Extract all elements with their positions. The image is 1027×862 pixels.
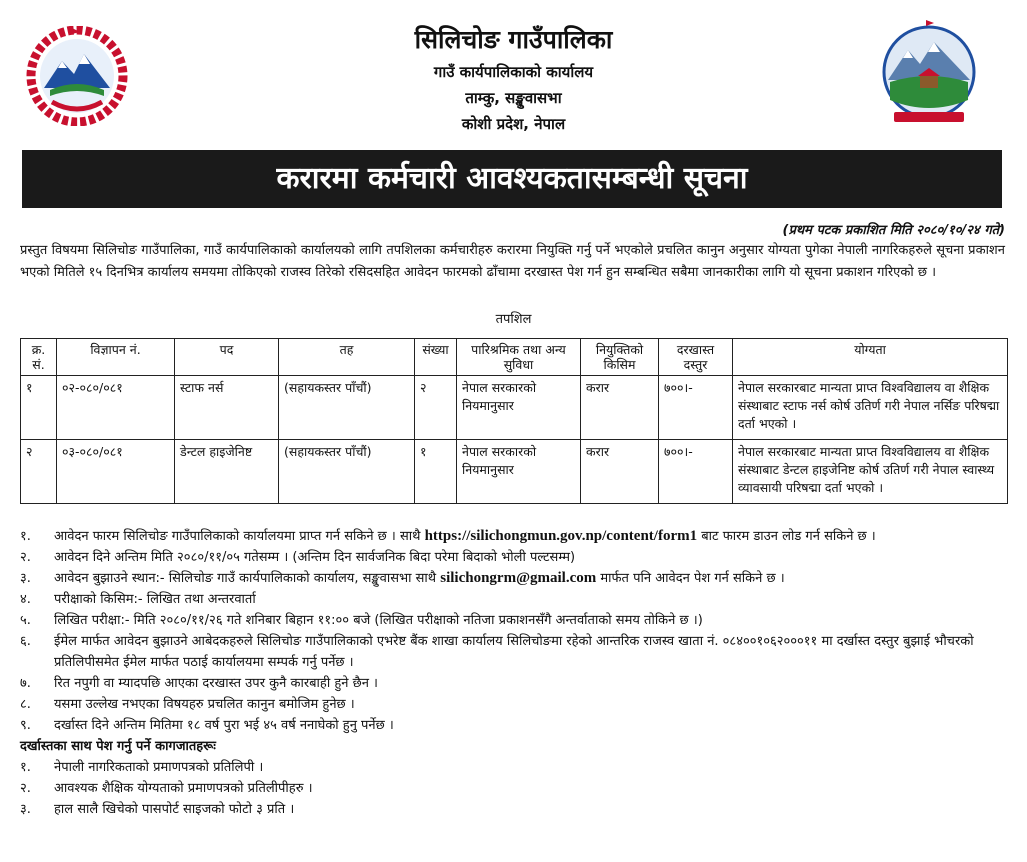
cell-serial: २ xyxy=(21,440,57,504)
header-serial: क्र. सं. xyxy=(21,339,57,376)
item-text: आवेदन दिने अन्तिम मिति २०८०/११/०५ गतेसम्म । (अन्तिम दिन सार्वजनिक बिदा परेमा बिदाको भोली पल्टसम्म) xyxy=(54,550,576,565)
cell-post: डेन्टल हाइजेनिष्ट xyxy=(175,440,279,504)
cell-qualification: नेपाल सरकारबाट मान्यता प्राप्त विश्वविद्यालय वा शैक्षिक संस्थाबाट स्टाफ नर्स कोर्ष उतिर्ण गरी नेपाल नर्सिङ परिषद्मा दर्ता भएको । xyxy=(733,376,1008,440)
header-post: पद xyxy=(175,339,279,376)
item-text: परीक्षाको किसिम:- लिखित तथा अन्तरवार्ता xyxy=(54,592,256,607)
cell-ad-no: ०३-०८०/०८१ xyxy=(57,440,175,504)
item-number: ५. xyxy=(20,613,31,628)
list-item xyxy=(20,589,1008,610)
item-text-part: बाट फारम डाउन लोड गर्न सकिने छ । xyxy=(697,529,876,544)
item-text: नेपाली नागरिकताको प्रमाणपत्रको प्रतिलिपी । xyxy=(54,760,264,775)
cell-count: १ xyxy=(415,440,457,504)
notice-terms-list xyxy=(20,526,1008,820)
table-caption: तपशिल xyxy=(495,312,532,327)
item-text: आवश्यक शैक्षिक योग्यताको प्रमाणपत्रको प्रतिलीपीहरु । xyxy=(54,781,313,796)
item-text: हाल सालै खिचेको पासपोर्ट साइजको फोटो ३ प्रति । xyxy=(54,802,295,817)
list-item xyxy=(20,631,1008,673)
cell-fee: ७००।- xyxy=(659,376,733,440)
municipality-logo-icon xyxy=(880,20,978,132)
list-item xyxy=(20,799,1008,820)
item-text-part: मार्फत पनि आवेदन पेश गर्न सकिने छ । xyxy=(596,571,785,586)
item-text-part: आवेदन बुझाउने स्थान:- सिलिचोङ गाउँ कार्यपालिकाको कार्यालय, सङ्खुवासभा साथै xyxy=(54,571,441,586)
table-row xyxy=(21,440,1008,504)
cell-count: २ xyxy=(415,376,457,440)
list-item xyxy=(20,694,1008,715)
item-number: २. xyxy=(20,550,31,565)
documents-heading: दर्खास्तका साथ पेश गर्नु पर्ने कागजातहरूः xyxy=(20,739,216,754)
cell-level: (सहायकस्तर पाँचौं) xyxy=(279,440,415,504)
item-number: ३. xyxy=(20,802,31,817)
cell-qualification: नेपाल सरकारबाट मान्यता प्राप्त विश्वविद्यालय वा शैक्षिक संस्थाबाट डेन्टल हाइजेनिष्ट कोर्ष उतिर्ण गरी नेपाल स्वास्थ्य व्यावसायी परिषद्मा दर्ता भएको । xyxy=(733,440,1008,504)
cell-level: (सहायकस्तर पाँचौं) xyxy=(279,376,415,440)
form-download-link[interactable]: https://silichongmun.gov.np/content/form1 xyxy=(424,528,698,544)
cell-ad-no: ०२-०८०/०८१ xyxy=(57,376,175,440)
header-fee: दरखास्त दस्तुर xyxy=(659,339,733,376)
item-text xyxy=(54,568,1008,589)
cell-appointment-type: करार xyxy=(581,376,659,440)
notice-title-banner: करारमा कर्मचारी आवश्यकतासम्बन्धी सूचना xyxy=(22,150,1002,208)
list-item xyxy=(20,715,1008,736)
list-item xyxy=(20,778,1008,799)
item-number: १. xyxy=(20,760,31,775)
item-text: लिखित परीक्षा:- मिति २०८०/११/२६ गते शनिबार बिहान ११:०० बजे (लिखित परीक्षाको नतिजा प्रकाशनसँगै अन्तर्वाताको समय तोकिने छ ।) xyxy=(54,613,703,628)
cell-fee: ७००।- xyxy=(659,440,733,504)
item-number: ६. xyxy=(20,634,31,649)
letterhead xyxy=(0,0,1027,140)
item-text-part: आवेदन फारम सिलिचोङ गाउँपालिकाको कार्यालयमा प्राप्त गर्न सकिने छ । साथै xyxy=(54,529,425,544)
item-number: ३. xyxy=(20,571,31,586)
cell-salary: नेपाल सरकारको नियमानुसार xyxy=(457,440,581,504)
list-item xyxy=(20,757,1008,778)
list-item xyxy=(20,526,1008,547)
list-item xyxy=(20,610,1008,631)
list-item xyxy=(20,673,1008,694)
nepal-emblem-icon xyxy=(22,26,132,126)
organization-details xyxy=(250,22,777,140)
header-count: संख्या xyxy=(415,339,457,376)
publication-date: (प्रथम पटक प्रकाशित मिति २०८०/१०/२४ गते) xyxy=(782,223,1005,238)
header-appointment-type: नियुक्तिको किसिम xyxy=(581,339,659,376)
org-address: ताम्कु, सङ्खुवासभा xyxy=(465,89,562,107)
header-level: तह xyxy=(279,339,415,376)
table-header-row xyxy=(21,339,1008,376)
email-link[interactable]: silichongrm@gmail.com xyxy=(440,570,597,586)
item-number: ९. xyxy=(20,718,31,733)
header-qualification: योग्यता xyxy=(733,339,1008,376)
header-ad-no: विज्ञापन नं. xyxy=(57,339,175,376)
org-name: सिलिचोङ गाउँपालिका xyxy=(414,25,613,54)
list-item xyxy=(20,547,1008,568)
item-number: ८. xyxy=(20,697,31,712)
item-number: ७. xyxy=(20,676,31,691)
item-text: रित नपुगी वा म्यादपछि आएका दरखास्त उपर कुनै कारबाही हुने छैन । xyxy=(54,676,378,691)
cell-post: स्टाफ नर्स xyxy=(175,376,279,440)
org-office: गाउँ कार्यपालिकाको कार्यालय xyxy=(433,63,594,81)
cell-serial: १ xyxy=(21,376,57,440)
item-text xyxy=(54,526,1008,547)
item-text: यसमा उल्लेख नभएका विषयहरु प्रचलित कानुन बमोजिम हुनेछ । xyxy=(54,697,355,712)
list-item xyxy=(20,568,1008,589)
cell-salary: नेपाल सरकारको नियमानुसार xyxy=(457,376,581,440)
item-number: २. xyxy=(20,781,31,796)
item-number: ४. xyxy=(20,592,31,607)
item-number: १. xyxy=(20,529,31,544)
table-row xyxy=(21,376,1008,440)
cell-appointment-type: करार xyxy=(581,440,659,504)
org-province: कोशी प्रदेश, नेपाल xyxy=(461,115,566,133)
item-text: दर्खास्त दिने अन्तिम मितिमा १८ वर्ष पुरा भई ४५ वर्ष ननाघेको हुनु पर्नेछ । xyxy=(54,718,394,733)
intro-paragraph: प्रस्तुत विषयमा सिलिचोङ गाउँपालिका, गाउँ कार्यपालिकाको कार्यालयको लागि तपशिलका कर्मचारीहरु करारमा नियुक्ति गर्नु पर्ने भएकोले प्रचलित कानुन अनुसार योग्यता पुगेका नेपाली नागरिकहरुले सूचना प्रकाशन भएको मितिले १५ दिनभित्र कार्यालय समयमा तोकिएको राजस्व तिरेको रसिदसहित आवेदन फारमको ढाँचामा दरखास्त पेश गर्न हुन सम्बन्धित सबैमा जानकारीका लागि यो सूचना प्रकाशन गरिएको छ । xyxy=(20,243,1005,280)
item-text: ईमेल मार्फत आवेदन बुझाउने आबेदकहरुले सिलिचोङ गाउँपालिकाको एभरेष्ट बैंक शाखा कार्यालय सिलिचोङमा रहेको आन्तरिक राजस्व खाता नं. ०८४००१०६२०००११ मा दर्खास्त दस्तुर बुझाई भौचरको प्रतिलिपीसमेत ईमेल मार्फत पठाई कार्यालयमा सम्पर्क गर्नु पर्नेछ । xyxy=(54,634,974,670)
header-salary: पारिश्रमिक तथा अन्य सुविधा xyxy=(457,339,581,376)
vacancy-table xyxy=(20,338,1008,504)
